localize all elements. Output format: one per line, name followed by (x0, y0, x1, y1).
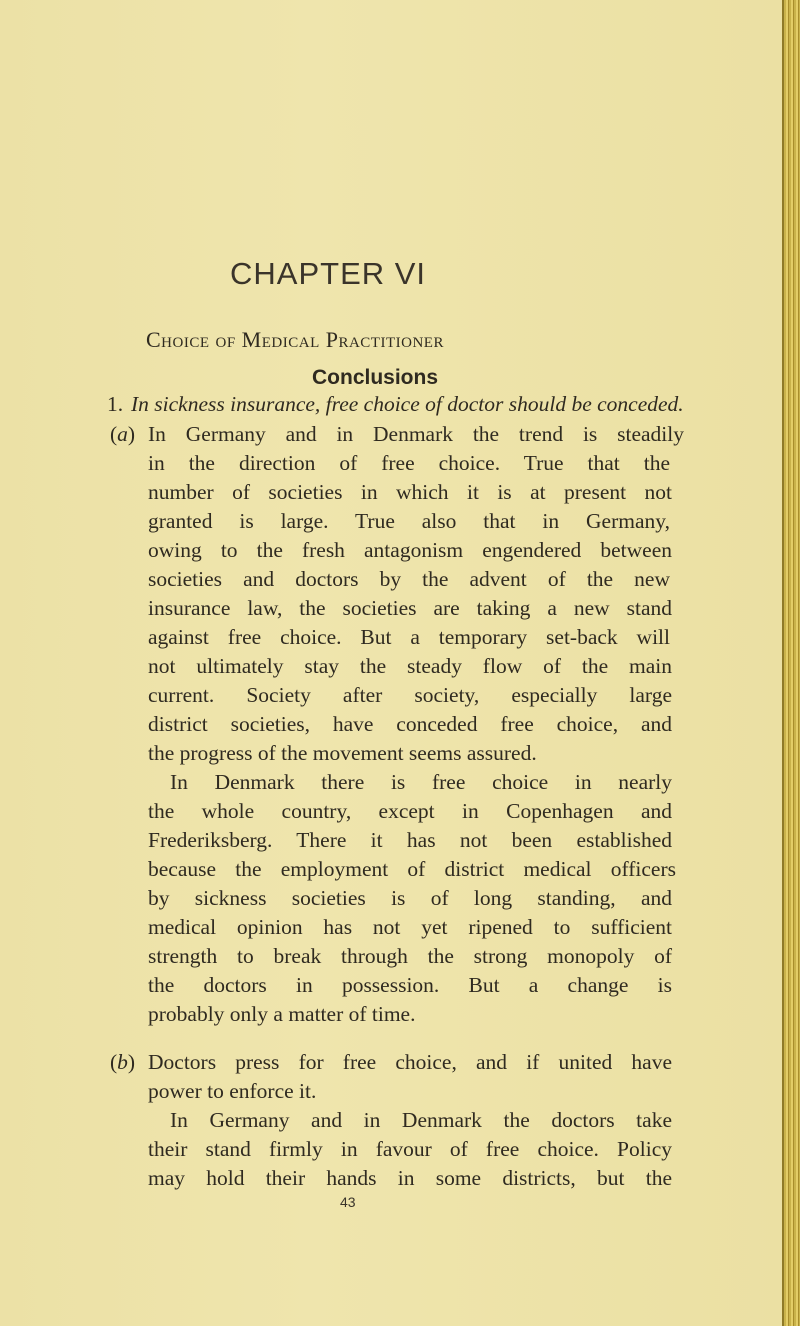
paragraph-line: In Germany and in Denmark the doctors take (170, 1108, 672, 1132)
paragraph-line: In Germany and in Denmark the trend is steadily (148, 422, 684, 446)
paragraph-line: insurance law, the societies are taking a new stand (148, 596, 672, 620)
paragraph-line: not ultimately stay the steady flow of the main (148, 654, 672, 678)
point-number: 1. (107, 392, 124, 416)
paragraph-marker-b: (b) (110, 1050, 136, 1074)
paragraph-line: current. Society after society, especially large (148, 683, 672, 707)
paragraph-line: granted is large. True also that in Germany, (148, 509, 670, 533)
paragraph-line: may hold their hands in some districts, but the (148, 1166, 672, 1190)
paragraph-line: number of societies in which it is at present not (148, 480, 672, 504)
section-heading: Conclusions (312, 366, 439, 389)
paragraph-line: medical opinion has not yet ripened to sufficient (148, 915, 672, 939)
paragraph-line: strength to break through the strong monopoly of (148, 944, 672, 968)
paragraph-line: because the employment of district medical officers (148, 857, 676, 881)
paragraph-line: owing to the fresh antagonism engendered between (148, 538, 672, 562)
paragraph-line: by sickness societies is of long standing, and (148, 886, 672, 910)
chapter-title: Choice of Medical Practitioner (146, 327, 444, 352)
paragraph-marker-a: (a) (110, 422, 136, 446)
paragraph-line: the progress of the movement seems assured. (148, 741, 537, 765)
paragraph-line: power to enforce it. (148, 1079, 317, 1103)
page-number: 43 (340, 1194, 356, 1210)
paragraph-line: In Denmark there is free choice in nearly (170, 770, 672, 794)
paragraph-line: against free choice. But a temporary set-back will (148, 625, 670, 649)
paragraph-line: their stand firmly in favour of free choice. Policy (148, 1137, 672, 1161)
chapter-heading: CHAPTER VI (230, 256, 427, 291)
paragraph-line: district societies, have conceded free choice, and (148, 712, 672, 736)
page-edge (782, 0, 800, 1326)
paragraph-line: the whole country, except in Copenhagen and (148, 799, 672, 823)
paragraph-line: Frederiksberg. There it has not been established (148, 828, 672, 852)
paragraph-line: societies and doctors by the advent of the new (148, 567, 670, 591)
paragraph-line: probably only a matter of time. (148, 1002, 416, 1026)
paragraph-line: Doctors press for free choice, and if united have (148, 1050, 672, 1074)
point-statement: In sickness insurance, free choice of doctor should be conceded. (131, 392, 684, 416)
paragraph-line: the doctors in possession. But a change is (148, 973, 672, 997)
paragraph-line: in the direction of free choice. True that the (148, 451, 670, 475)
